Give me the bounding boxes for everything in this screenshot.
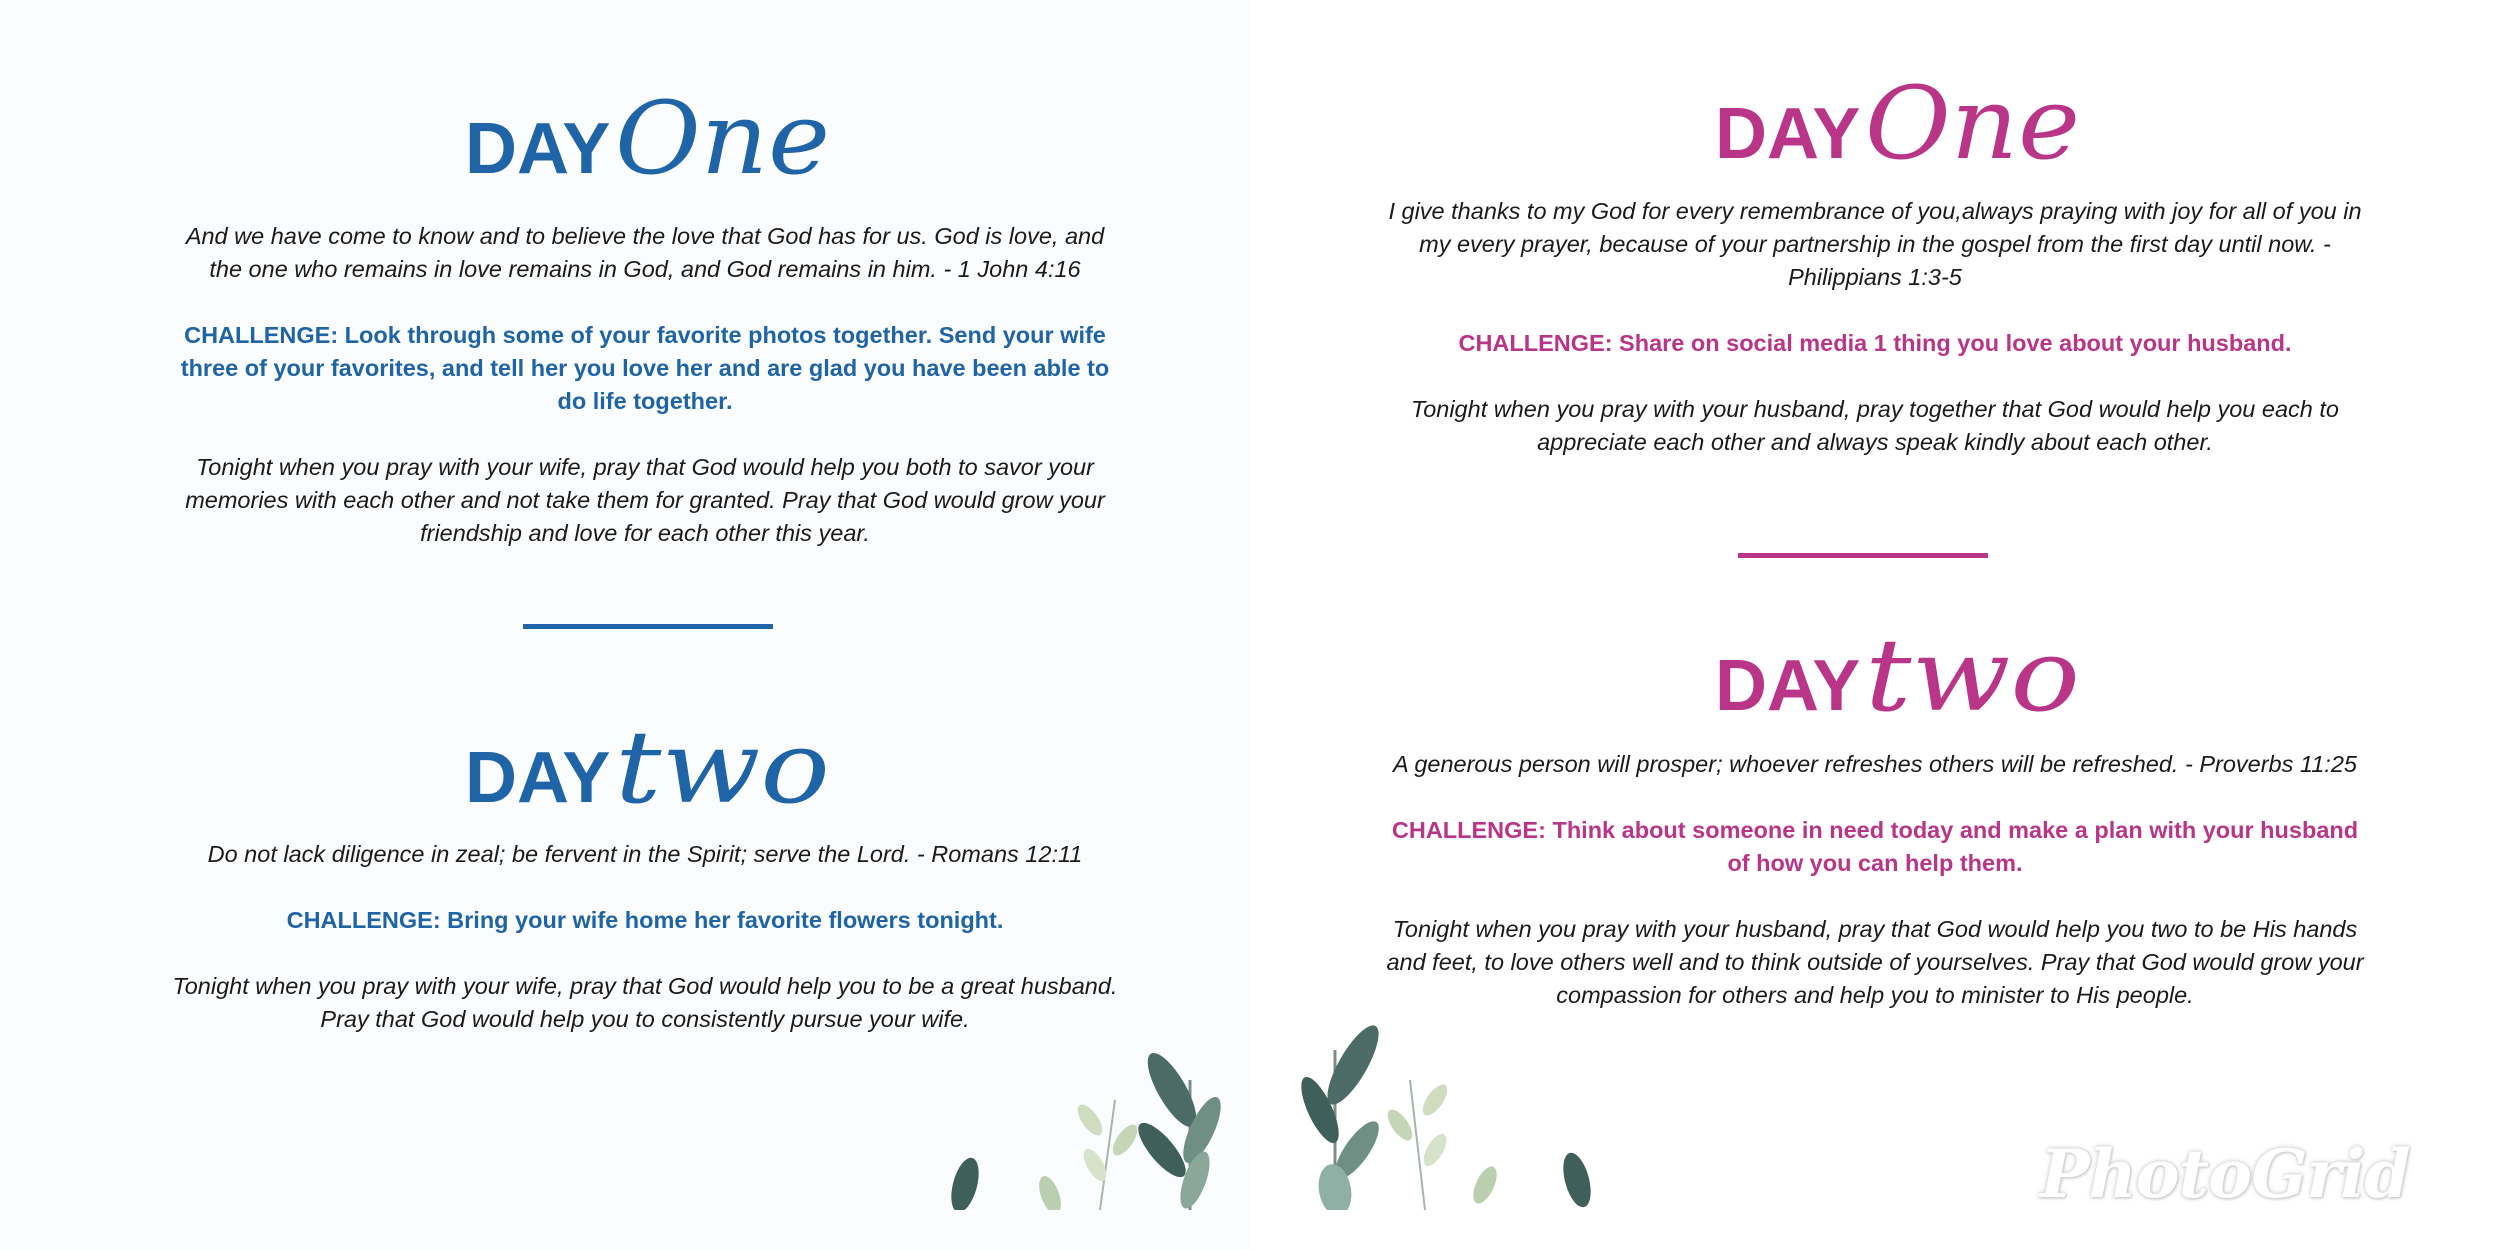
day-two-title — [1615, 600, 2135, 750]
section-divider — [523, 624, 773, 629]
prayer-prompt: Tonight when you pray with your husband, pray that God would help you two to be His hands and feet, to love others well and to think outside of yourselves. Pray that God would grow your compassion for others and help you to minister to His people. — [1386, 916, 2364, 1008]
day-one-heading — [1250, 30, 2500, 180]
right-devotional-panel — [1250, 0, 2500, 1250]
day-word: DAY — [465, 109, 611, 189]
day-number-script: One — [615, 80, 830, 197]
prayer-prompt: Tonight when you pray with your wife, pray that God would help you to be a great husband. Pray that God would help you to consistently pursue your wife. — [172, 973, 1118, 1032]
section-divider — [1738, 553, 1988, 558]
challenge-text: CHALLENGE: Think about someone in need today and make a plan with your husband of how you can help them. — [1391, 817, 2359, 876]
day-two-content — [1385, 748, 2365, 1012]
day-two-heading — [0, 690, 1250, 840]
day-one-content — [1385, 195, 2365, 459]
day-two-content — [170, 838, 1120, 1036]
day-one-content — [170, 220, 1120, 550]
scripture-verse: A generous person will prosper; whoever refreshes others will be refreshed. - Proverbs 11:25 — [1393, 751, 2357, 777]
day-two-heading — [1250, 600, 2500, 750]
day-word: DAY — [1715, 94, 1861, 174]
scripture-verse: And we have come to know and to believe the love that God has for us. God is love, and the one who remains in love remains in God, and God remains in him. - 1 John 4:16 — [185, 223, 1105, 282]
prayer-prompt: Tonight when you pray with your wife, pray that God would help you both to savor your memories with each other and not take them for granted. Pray that God would grow your friendship and love for each other this year. — [185, 454, 1105, 546]
eucalyptus-leaves-icon — [1295, 1010, 1595, 1210]
prayer-prompt: Tonight when you pray with your husband, pray together that God would help you each to appreciate each other and always speak kindly about each other. — [1411, 396, 2339, 455]
photogrid-watermark: PhotoGrid — [2040, 1135, 2410, 1213]
challenge-text: CHALLENGE: Share on social media 1 thing you love about your husband. — [1458, 330, 2292, 356]
eucalyptus-leaves-icon — [940, 1020, 1240, 1210]
day-number-script: two — [615, 709, 830, 826]
challenge-text: CHALLENGE: Look through some of your favorite photos together. Send your wife three of your favorites, and tell her you love her and are glad you have been able to do life together. — [180, 322, 1110, 414]
day-number-script: two — [1865, 617, 2080, 734]
day-one-heading — [0, 55, 1250, 205]
day-word: DAY — [1715, 646, 1861, 726]
day-word: DAY — [465, 738, 611, 818]
challenge-text: CHALLENGE: Bring your wife home her favorite flowers tonight. — [286, 907, 1004, 933]
day-number-script: One — [1865, 65, 2080, 180]
scripture-verse: Do not lack diligence in zeal; be fervent in the Spirit; serve the Lord. - Romans 12:11 — [207, 841, 1083, 867]
day-two-title — [365, 690, 885, 840]
scripture-verse: I give thanks to my God for every remembrance of you,always praying with joy for all of you in my every prayer, because of your partnership in the gospel from the first day until now. - Philippians 1:3-5 — [1388, 198, 2362, 290]
day-one-title — [1615, 30, 2135, 180]
day-one-title — [365, 55, 885, 205]
